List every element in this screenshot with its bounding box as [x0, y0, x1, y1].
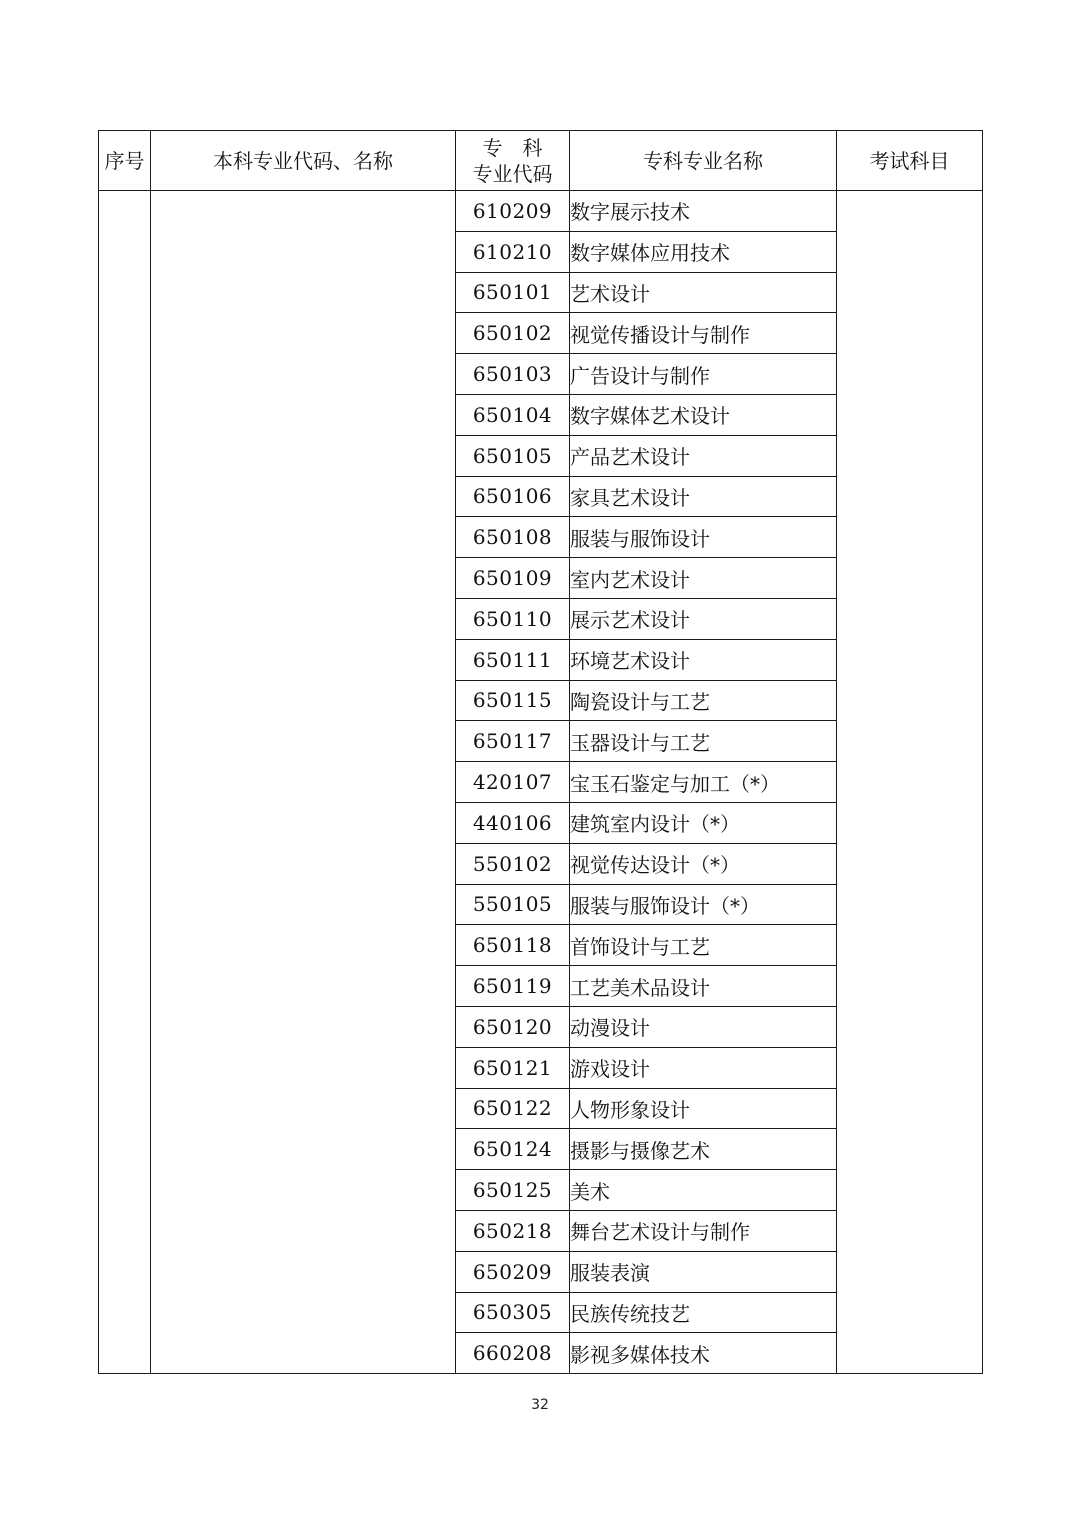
college-code-cell: 650106 [456, 476, 570, 517]
college-code-cell: 650104 [456, 394, 570, 435]
college-code-cell: 650120 [456, 1006, 570, 1047]
table-row [99, 191, 983, 232]
college-code-cell: 650119 [456, 966, 570, 1007]
undergrad-major-cell [151, 191, 456, 1374]
college-major-name-cell: 工艺美术品设计 [570, 966, 837, 1007]
college-code-cell: 650103 [456, 354, 570, 395]
college-major-name-cell: 舞台艺术设计与制作 [570, 1210, 837, 1251]
college-major-name-cell: 产品艺术设计 [570, 435, 837, 476]
college-code-cell: 610209 [456, 191, 570, 232]
header-undergrad-major: 本科专业代码、名称 [151, 131, 456, 191]
college-major-name-cell: 服装与服饰设计（*） [570, 884, 837, 925]
college-code-cell: 650218 [456, 1210, 570, 1251]
college-major-name-cell: 宝玉石鉴定与加工（*） [570, 762, 837, 803]
college-major-name-cell: 视觉传播设计与制作 [570, 313, 837, 354]
college-major-name-cell: 室内艺术设计 [570, 558, 837, 599]
college-major-name-cell: 建筑室内设计（*） [570, 802, 837, 843]
college-code-cell: 650122 [456, 1088, 570, 1129]
majors-table [98, 130, 983, 1374]
college-major-name-cell: 美术 [570, 1170, 837, 1211]
college-major-name-cell: 数字媒体艺术设计 [570, 394, 837, 435]
college-major-name-cell: 摄影与摄像艺术 [570, 1129, 837, 1170]
college-major-name-cell: 服装表演 [570, 1251, 837, 1292]
college-code-cell: 650109 [456, 558, 570, 599]
college-major-name-cell: 玉器设计与工艺 [570, 721, 837, 762]
college-code-cell: 610210 [456, 231, 570, 272]
college-major-name-cell: 陶瓷设计与工艺 [570, 680, 837, 721]
college-code-cell: 650101 [456, 272, 570, 313]
college-major-name-cell: 人物形象设计 [570, 1088, 837, 1129]
college-code-cell: 650102 [456, 313, 570, 354]
college-major-name-cell: 民族传统技艺 [570, 1292, 837, 1333]
table-body [99, 191, 983, 1374]
college-code-cell: 650115 [456, 680, 570, 721]
college-code-cell: 650117 [456, 721, 570, 762]
header-college-major-name: 专科专业名称 [570, 131, 837, 191]
college-code-cell: 650110 [456, 598, 570, 639]
college-code-cell: 420107 [456, 762, 570, 803]
college-code-cell: 550105 [456, 884, 570, 925]
seq-cell [99, 191, 151, 1374]
header-row [99, 131, 983, 191]
college-code-cell: 650105 [456, 435, 570, 476]
college-major-name-cell: 游戏设计 [570, 1047, 837, 1088]
header-college-code-label: 专 科 专业代码 [472, 135, 553, 186]
college-code-cell: 650118 [456, 925, 570, 966]
college-code-cell: 650111 [456, 639, 570, 680]
college-code-cell: 650305 [456, 1292, 570, 1333]
college-major-name-cell: 视觉传达设计（*） [570, 843, 837, 884]
page-number: 32 [531, 1397, 549, 1413]
college-code-cell: 550102 [456, 843, 570, 884]
college-code-cell: 440106 [456, 802, 570, 843]
college-major-name-cell: 家具艺术设计 [570, 476, 837, 517]
college-major-name-cell: 展示艺术设计 [570, 598, 837, 639]
college-major-name-cell: 动漫设计 [570, 1006, 837, 1047]
college-major-name-cell: 首饰设计与工艺 [570, 925, 837, 966]
college-major-name-cell: 广告设计与制作 [570, 354, 837, 395]
exam-subject-cell [837, 191, 983, 1374]
college-code-cell: 660208 [456, 1333, 570, 1374]
header-exam-subject: 考试科目 [837, 131, 983, 191]
college-code-cell: 650124 [456, 1129, 570, 1170]
table-header [99, 131, 983, 191]
college-major-name-cell: 服装与服饰设计 [570, 517, 837, 558]
college-code-cell: 650125 [456, 1170, 570, 1211]
college-code-cell: 650209 [456, 1251, 570, 1292]
college-code-cell: 650121 [456, 1047, 570, 1088]
college-major-name-cell: 艺术设计 [570, 272, 837, 313]
college-major-name-cell: 影视多媒体技术 [570, 1333, 837, 1374]
college-major-name-cell: 数字展示技术 [570, 191, 837, 232]
college-major-name-cell: 环境艺术设计 [570, 639, 837, 680]
header-seq: 序号 [99, 131, 151, 191]
college-code-cell: 650108 [456, 517, 570, 558]
header-college-code [456, 131, 570, 191]
college-major-name-cell: 数字媒体应用技术 [570, 231, 837, 272]
